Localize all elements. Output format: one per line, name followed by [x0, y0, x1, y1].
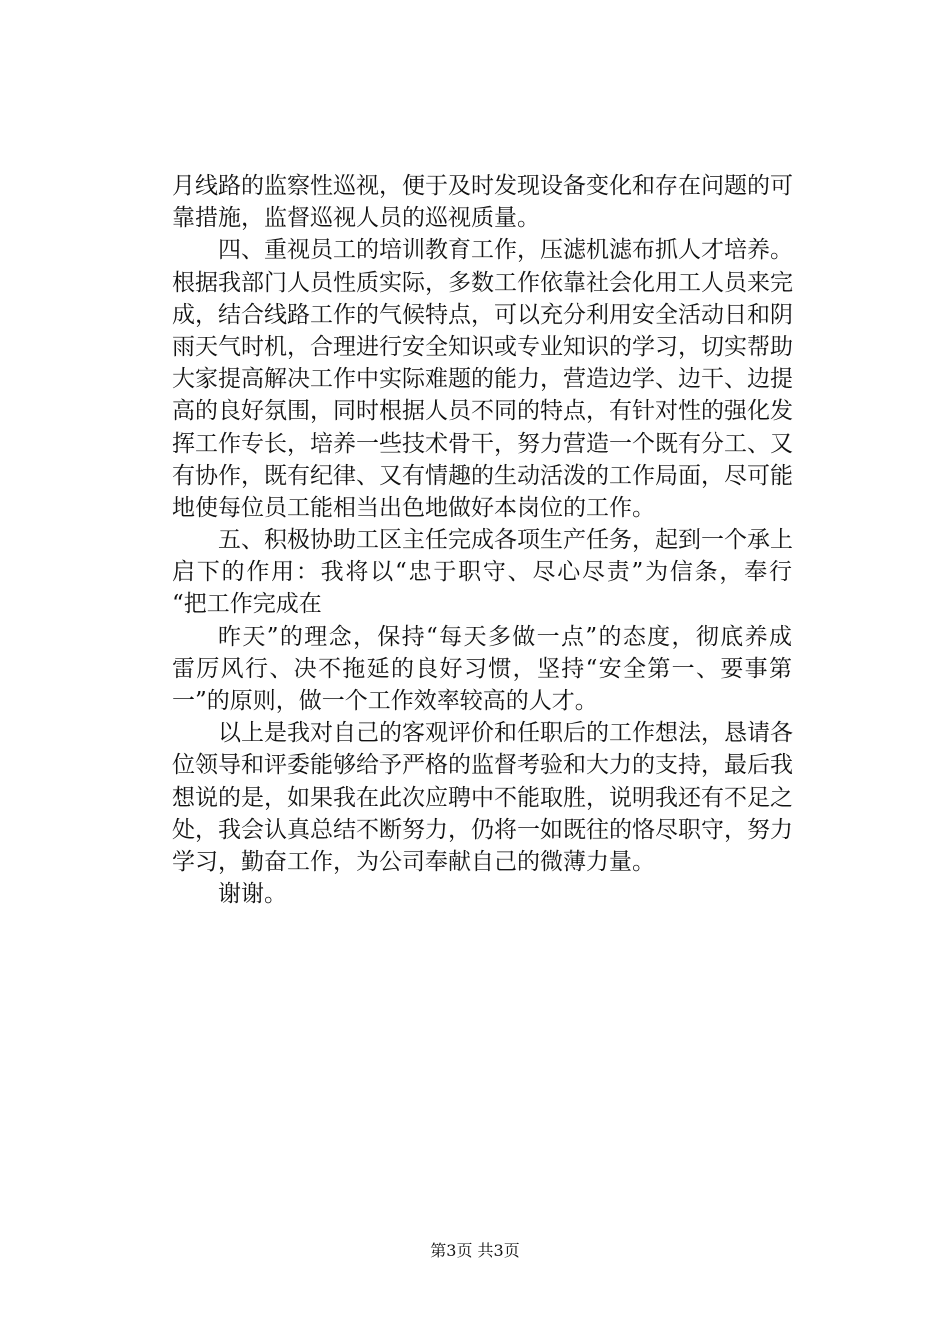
text-line: 高的良好氛围，同时根据人员不同的特点，有针对性的强化发 [172, 398, 793, 425]
text-line: 一”的原则，做一个工作效率较高的人才。 [172, 688, 598, 714]
paragraph-first-line: 五、积极协助工区主任完成各项生产任务，起到一个承上 [218, 527, 793, 554]
text-line: 想说的是，如果我在此次应聘中不能取胜，说明我还有不足之 [172, 784, 793, 811]
text-line: 靠措施，监督巡视人员的巡视质量。 [172, 205, 540, 232]
page-number-label: 第3页 共3页 [430, 1241, 520, 1260]
text-line: 雨天气时机，合理进行安全知识或专业知识的学习，切实帮助 [172, 333, 793, 360]
paragraph-first-line: 四、重视员工的培训教育工作，压滤机滤布抓人才培养。 [218, 237, 793, 264]
text-line: 地使每位员工能相当出色地做好本岗位的工作。 [172, 494, 655, 521]
text-line: 挥工作专长，培养一些技术骨干，努力营造一个既有分工、又 [172, 430, 793, 457]
text-line: 位领导和评委能够给予严格的监督考验和大力的支持，最后我 [172, 752, 793, 779]
text-line: 根据我部门人员性质实际，多数工作依靠社会化用工人员来完 [172, 269, 793, 296]
text-line: 月线路的监察性巡视，便于及时发现设备变化和存在问题的可 [172, 173, 793, 199]
body-text [172, 170, 792, 910]
text-line: 成，结合线路工作的气候特点，可以充分利用安全活动日和阴 [172, 301, 793, 328]
text-line: 处，我会认真总结不断努力，仍将一如既往的恪尽职守，努力 [172, 816, 793, 843]
text-line: “把工作完成在 [172, 591, 322, 618]
paragraph-first-line: 昨天”的理念，保持“每天多做一点”的态度，彻底养成 [218, 623, 792, 650]
text-line: 大家提高解决工作中实际难题的能力，营造边学、边干、边提 [172, 366, 793, 393]
closing-line: 谢谢。 [218, 881, 287, 908]
page-footer [0, 1241, 950, 1261]
text-line: 启下的作用：我将以“忠于职守、尽心尽责”为信条，奉行 [172, 559, 792, 586]
text-line: 雷厉风行、决不拖延的良好习惯，坚持“安全第一、要事第 [172, 655, 792, 682]
paragraph-first-line: 以上是我对自己的客观评价和任职后的工作想法，恳请各 [218, 720, 793, 747]
text-line: 学习，勤奋工作，为公司奉献自己的微薄力量。 [172, 848, 655, 875]
text-line: 有协作，既有纪律、又有情趣的生动活泼的工作局面，尽可能 [172, 462, 793, 489]
